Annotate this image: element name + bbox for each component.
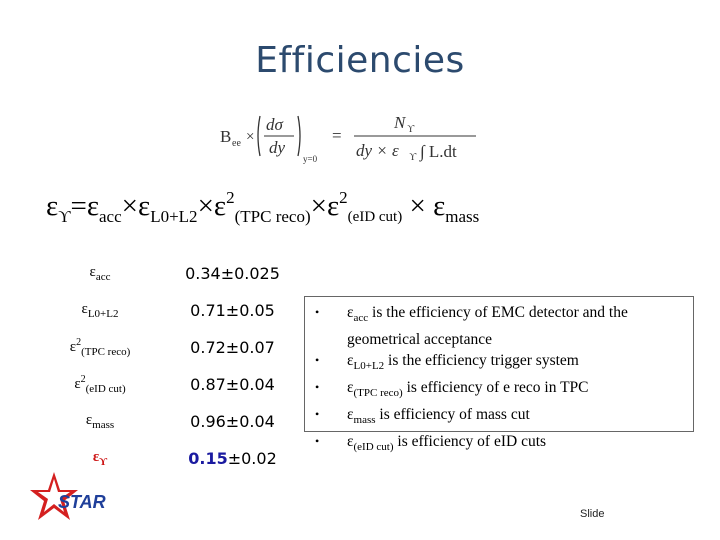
formula-bracket — [258, 116, 260, 156]
table-row — [30, 329, 295, 366]
cross-section-formula — [214, 104, 484, 168]
eq-times-1: × — [121, 190, 139, 222]
eq-times-3: × — [310, 190, 327, 222]
eq-eps-eid: ε — [326, 190, 340, 222]
formula-equals: = — [332, 126, 342, 145]
eq-times-2: × — [197, 190, 214, 222]
eq-eps-mass: ε — [433, 190, 446, 222]
total-value: 0.15±0.02 — [188, 449, 277, 468]
definitions-box — [304, 296, 694, 454]
bullet-icon: • — [315, 380, 320, 395]
table-row — [30, 403, 295, 440]
eq-sub-upsilon: ϒ — [58, 207, 71, 226]
definition-item: • $\varepsilon_{(eID cut)}$ is efficiency of eID cuts — [315, 433, 547, 454]
eq-eps-acc: ε — [86, 190, 100, 222]
formula-bracket-r — [298, 116, 300, 156]
formula-dy: dy — [269, 138, 286, 157]
efficiency-label: $\varepsilon_{acc}$ — [89, 264, 111, 283]
eq-sub-eid: (eID cut) — [347, 209, 403, 225]
efficiency-product-equation — [46, 188, 479, 227]
formula-ny: N — [394, 113, 406, 132]
efficiency-value: 0.96±0.04 — [190, 412, 275, 431]
efficiency-label: $\varepsilon_{mass}$ — [85, 412, 115, 431]
eq-sub-tpc: (TPC reco) — [234, 207, 311, 226]
eq-cross: × — [402, 190, 434, 222]
formula-ny-sub: ϒ — [407, 124, 415, 135]
formula-dsigma: dσ — [266, 115, 283, 134]
efficiency-value: 0.34±0.025 — [185, 264, 280, 283]
efficiency-label: $\varepsilon^2_{(TPC reco)}$ — [69, 337, 131, 358]
table-row — [30, 366, 295, 403]
efficiency-label: $\varepsilon^2_{(eID cut)}$ — [74, 374, 126, 395]
efficiency-value: 0.72±0.07 — [190, 338, 275, 357]
formula-b-sub: ee — [232, 138, 241, 149]
slide-label: Slide — [580, 508, 605, 520]
definition-item: • $\varepsilon_{(TPC reco)}$ is efficiency of e reco in TPC — [315, 379, 589, 400]
formula-den-sub: ϒ — [409, 152, 417, 163]
formula-b: B — [220, 127, 232, 146]
eq-sq-tpc: 2 — [226, 188, 235, 207]
eq-sub-mass: mass — [445, 207, 480, 226]
total-label: $\varepsilon_ϒ$ — [92, 449, 108, 468]
efficiency-value: 0.87±0.04 — [190, 375, 275, 394]
bullet-icon: • — [315, 434, 320, 449]
formula-den: dy × ε — [356, 141, 399, 160]
eq-sub-l0l2: L0+L2 — [150, 207, 198, 226]
definitions-list — [305, 302, 693, 458]
page-title: Efficiencies — [255, 40, 465, 81]
definition-item: • $\varepsilon_{L0+L2}$ is the efficiency trigger system — [315, 352, 579, 373]
formula-integral: ∫ L.dt — [420, 142, 457, 161]
bullet-icon: • — [315, 305, 320, 319]
logo-text: STAR — [58, 492, 106, 512]
eq-eps-upsilon: ε — [46, 190, 59, 222]
formula-times: × — [246, 129, 255, 145]
eq-sub-acc: acc — [99, 207, 122, 226]
efficiency-label: $\varepsilon_{L0+L2}$ — [81, 301, 119, 320]
eq-equals: = — [70, 190, 87, 222]
eq-eps-l0l2: ε — [138, 190, 151, 222]
star-logo — [30, 470, 110, 526]
table-row — [30, 255, 295, 292]
formula-y0: y=0 — [303, 154, 318, 164]
table-row — [30, 292, 295, 329]
eq-sq-eid: 2 — [339, 188, 348, 207]
efficiency-table — [30, 255, 295, 477]
efficiency-value: 0.71±0.05 — [190, 301, 275, 320]
bullet-icon: • — [315, 353, 320, 368]
eq-eps-tpc: ε — [213, 190, 227, 222]
definition-item: • $\varepsilon_{acc}$ is the efficiency of EMC detector and the geometrical acceptance — [315, 304, 628, 349]
bullet-icon: • — [315, 407, 320, 422]
definition-item: • $\varepsilon_{mass}$ is efficiency of mass cut — [315, 406, 530, 427]
